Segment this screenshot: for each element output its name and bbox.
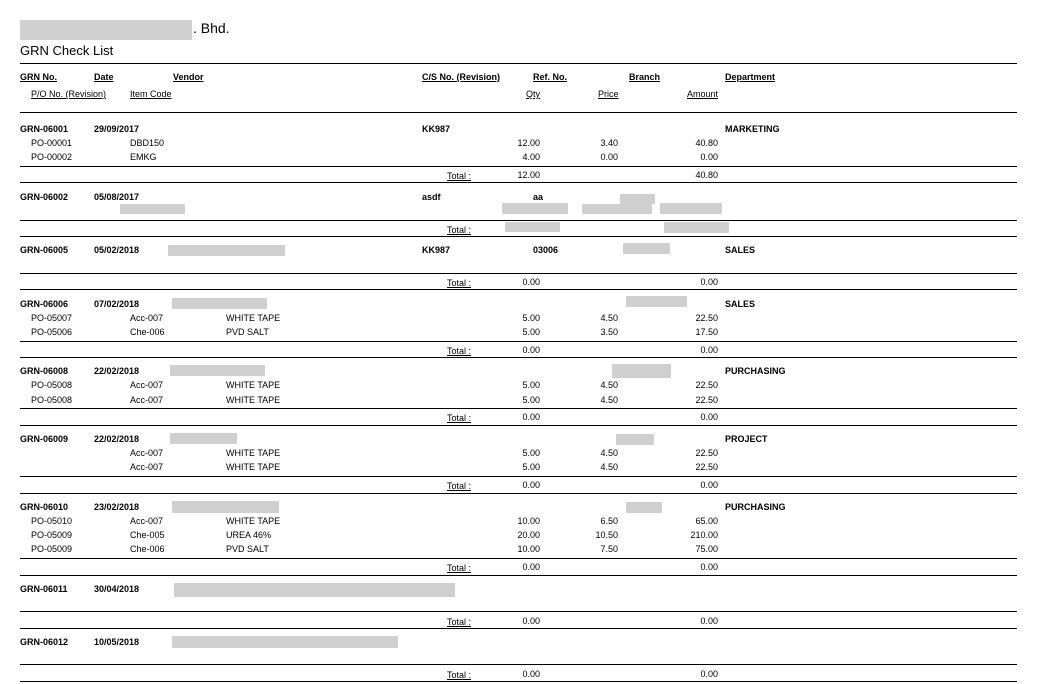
col-price: Price xyxy=(598,89,619,99)
total-label: Total : xyxy=(447,225,472,235)
company-name-suffix: . Bhd. xyxy=(193,20,230,36)
header-bottom-rule xyxy=(20,112,1017,113)
total-qty: 0.00 xyxy=(522,345,540,355)
line-po-no: PO-05006 xyxy=(31,327,73,337)
redacted-amount xyxy=(582,204,652,214)
line-item-code: Che-005 xyxy=(130,530,165,540)
line-description: WHITE TAPE xyxy=(226,448,281,458)
grn-department: SALES xyxy=(725,245,756,255)
grn-date: 22/02/2018 xyxy=(94,366,140,376)
total-label: Total : xyxy=(447,670,472,680)
line-qty: 4.00 xyxy=(522,152,540,162)
line-item-code: Acc-007 xyxy=(130,516,164,526)
col-po-no: P/O No. (Revision) xyxy=(31,89,107,99)
line-amount: 22.50 xyxy=(695,462,718,472)
total-label: Total : xyxy=(447,171,472,181)
line-qty: 5.00 xyxy=(522,313,540,323)
line-description: WHITE TAPE xyxy=(226,395,281,405)
col-grn-no: GRN No. xyxy=(20,72,57,82)
redacted-vendor xyxy=(170,365,265,376)
grn-number: GRN-06012 xyxy=(20,637,69,647)
col-department: Department xyxy=(725,72,776,82)
subtotal-rule xyxy=(20,220,1017,221)
group-end-rule xyxy=(20,357,1017,358)
total-qty: 0.00 xyxy=(522,669,540,679)
grn-number: GRN-06006 xyxy=(20,299,69,309)
total-qty: 0.00 xyxy=(522,616,540,626)
line-qty: 5.00 xyxy=(522,448,540,458)
col-cs-no: C/S No. (Revision) xyxy=(422,72,501,82)
group-end-rule xyxy=(20,575,1017,576)
line-amount: 75.00 xyxy=(695,544,718,554)
line-price: 3.40 xyxy=(600,138,618,148)
line-po-no: PO-05007 xyxy=(31,313,73,323)
grn-department: SALES xyxy=(725,299,756,309)
grn-date: 29/09/2017 xyxy=(94,124,140,134)
line-item-code: Che-006 xyxy=(130,544,165,554)
grn-number: GRN-06005 xyxy=(20,245,69,255)
redacted-branch xyxy=(612,364,671,378)
total-amount: 0.00 xyxy=(700,562,718,572)
grn-department: PURCHASING xyxy=(725,366,786,376)
redacted-total-qty xyxy=(505,222,560,232)
line-qty: 20.00 xyxy=(517,530,540,540)
line-qty: 10.00 xyxy=(517,544,540,554)
col-date: Date xyxy=(94,72,114,82)
line-amount: 22.50 xyxy=(695,380,718,390)
grn-date: 23/02/2018 xyxy=(94,502,140,512)
line-qty: 5.00 xyxy=(522,327,540,337)
line-amount: 0.00 xyxy=(700,152,718,162)
line-item-code: DBD150 xyxy=(130,138,165,148)
group-end-rule xyxy=(20,289,1017,290)
redacted-total-amount xyxy=(664,222,729,233)
line-item-code: Acc-007 xyxy=(130,448,164,458)
line-description: WHITE TAPE xyxy=(226,462,281,472)
total-qty: 0.00 xyxy=(522,412,540,422)
line-amount: 65.00 xyxy=(695,516,718,526)
redacted-branch xyxy=(626,296,687,307)
col-item-code: Item Code xyxy=(130,89,172,99)
grn-date: 05/08/2017 xyxy=(94,192,140,202)
redacted-branch xyxy=(616,434,654,445)
col-amount: Amount xyxy=(687,89,719,99)
grn-date: 10/05/2018 xyxy=(94,637,140,647)
grn-department: MARKETING xyxy=(725,124,780,134)
total-label: Total : xyxy=(447,346,472,356)
total-qty: 0.00 xyxy=(522,277,540,287)
line-qty: 10.00 xyxy=(517,516,540,526)
total-label: Total : xyxy=(447,563,472,573)
line-description: WHITE TAPE xyxy=(226,516,281,526)
line-price: 4.50 xyxy=(600,395,618,405)
line-price: 6.50 xyxy=(600,516,618,526)
line-amount: 40.80 xyxy=(695,138,718,148)
group-end-rule xyxy=(20,236,1017,237)
line-item-code: Acc-007 xyxy=(130,380,164,390)
col-qty: Qty xyxy=(526,89,541,99)
line-price: 4.50 xyxy=(600,313,618,323)
redacted-vendor xyxy=(172,501,279,513)
grn-number: GRN-06002 xyxy=(20,192,69,202)
total-amount: 0.00 xyxy=(700,669,718,679)
line-po-no: PO-05008 xyxy=(31,380,73,390)
total-amount: 0.00 xyxy=(700,616,718,626)
grn-date: 05/02/2018 xyxy=(94,245,140,255)
line-description: PVD SALT xyxy=(226,544,269,554)
line-po-no: PO-00002 xyxy=(31,152,73,162)
group-end-rule xyxy=(20,182,1017,183)
grn-cs-no: asdf xyxy=(422,192,441,202)
subtotal-rule xyxy=(20,341,1017,342)
line-price: 4.50 xyxy=(600,380,618,390)
grn-ref-no: aa xyxy=(533,192,544,202)
grn-department: PROJECT xyxy=(725,434,768,444)
line-amount: 210.00 xyxy=(690,530,718,540)
total-amount: 0.00 xyxy=(700,345,718,355)
total-label: Total : xyxy=(447,481,472,491)
redacted-branch xyxy=(623,243,670,254)
line-description: UREA 46% xyxy=(226,530,272,540)
total-qty: 12.00 xyxy=(517,170,540,180)
total-amount: 0.00 xyxy=(700,412,718,422)
redacted-amount xyxy=(502,203,568,214)
subtotal-rule xyxy=(20,664,1017,665)
line-item-code: Che-006 xyxy=(130,327,165,337)
line-po-no: PO-05010 xyxy=(31,516,73,526)
report-title: GRN Check List xyxy=(20,43,114,58)
line-price: 3.50 xyxy=(600,327,618,337)
total-amount: 0.00 xyxy=(700,480,718,490)
line-item-code: Acc-007 xyxy=(130,313,164,323)
line-amount: 22.50 xyxy=(695,395,718,405)
redacted-vendor xyxy=(172,298,267,309)
total-label: Total : xyxy=(447,617,472,627)
grn-cs-no: KK987 xyxy=(422,245,451,255)
total-amount: 40.80 xyxy=(695,170,718,180)
grn-number: GRN-06010 xyxy=(20,502,69,512)
col-branch: Branch xyxy=(629,72,661,82)
grn-number: GRN-06001 xyxy=(20,124,69,134)
grn-date: 22/02/2018 xyxy=(94,434,140,444)
subtotal-rule xyxy=(20,166,1017,167)
line-po-no: PO-05008 xyxy=(31,395,73,405)
subtotal-rule xyxy=(20,476,1017,477)
total-qty: 0.00 xyxy=(522,480,540,490)
line-description: WHITE TAPE xyxy=(226,313,281,323)
subtotal-rule xyxy=(20,273,1017,274)
redacted-vendor xyxy=(168,245,285,256)
line-po-no: PO-05009 xyxy=(31,530,73,540)
group-end-rule xyxy=(20,425,1017,426)
subtotal-rule xyxy=(20,408,1017,409)
line-price: 0.00 xyxy=(600,152,618,162)
group-end-rule xyxy=(20,681,1017,682)
line-qty: 5.00 xyxy=(522,462,540,472)
line-po-no: PO-05009 xyxy=(31,544,73,554)
subtotal-rule xyxy=(20,611,1017,612)
header-top-rule xyxy=(20,63,1017,64)
line-amount: 22.50 xyxy=(695,313,718,323)
line-qty: 5.00 xyxy=(522,380,540,390)
grn-number: GRN-06011 xyxy=(20,584,68,594)
line-description: WHITE TAPE xyxy=(226,380,281,390)
line-item-code: EMKG xyxy=(130,152,157,162)
grn-number: GRN-06009 xyxy=(20,434,69,444)
line-amount: 17.50 xyxy=(695,327,718,337)
grn-number: GRN-06008 xyxy=(20,366,69,376)
col-ref-no: Ref. No. xyxy=(533,72,568,82)
line-po-no: PO-00001 xyxy=(31,138,73,148)
total-label: Total : xyxy=(447,278,472,288)
col-vendor: Vendor xyxy=(173,72,204,82)
line-price: 7.50 xyxy=(600,544,618,554)
line-description: PVD SALT xyxy=(226,327,269,337)
total-amount: 0.00 xyxy=(700,277,718,287)
redacted-vendor xyxy=(174,583,455,597)
group-end-rule xyxy=(20,493,1017,494)
line-qty: 5.00 xyxy=(522,395,540,405)
line-price: 10.50 xyxy=(595,530,618,540)
grn-department: PURCHASING xyxy=(725,502,786,512)
redacted-vendor xyxy=(120,204,185,214)
redacted-branch xyxy=(626,502,662,513)
redacted-vendor xyxy=(170,433,237,444)
grn-date: 30/04/2018 xyxy=(94,584,140,594)
line-price: 4.50 xyxy=(600,448,618,458)
grn-date: 07/02/2018 xyxy=(94,299,140,309)
line-qty: 12.00 xyxy=(517,138,540,148)
group-end-rule xyxy=(20,628,1017,629)
total-qty: 0.00 xyxy=(522,562,540,572)
line-amount: 22.50 xyxy=(695,448,718,458)
total-label: Total : xyxy=(447,413,472,423)
redacted-vendor xyxy=(172,636,398,648)
redacted-branch xyxy=(620,194,655,204)
line-item-code: Acc-007 xyxy=(130,395,164,405)
grn-cs-no: KK987 xyxy=(422,124,451,134)
redacted-amount xyxy=(660,203,722,214)
subtotal-rule xyxy=(20,558,1017,559)
grn-ref-no: 03006 xyxy=(533,245,559,255)
line-price: 4.50 xyxy=(600,462,618,472)
line-item-code: Acc-007 xyxy=(130,462,164,472)
redacted-company-name xyxy=(20,20,192,40)
